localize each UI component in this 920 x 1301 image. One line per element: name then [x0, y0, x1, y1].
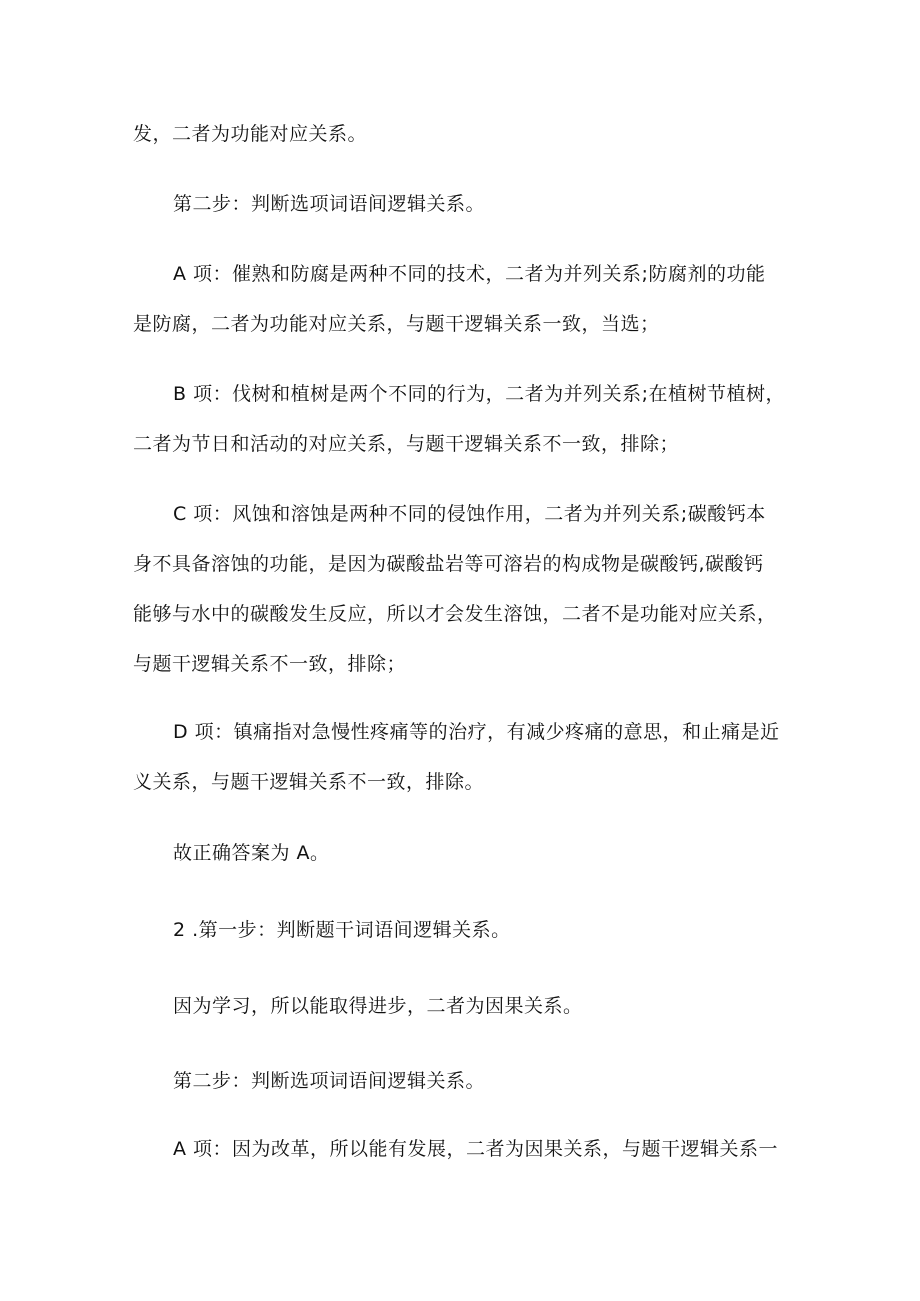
paragraph-line: 是防腐，二者为功能对应关系，与题干逻辑关系一致，当选；: [133, 313, 660, 335]
paragraph-line: D 项：镇痛指对急慢性疼痛等的治疗，有减少疼痛的意思，和止痛是近: [173, 721, 780, 743]
paragraph-line: 发，二者为功能对应关系。: [133, 123, 368, 145]
paragraph-line: 二者为节日和活动的对应关系，与题干逻辑关系不一致，排除；: [133, 433, 680, 455]
paragraph-line: 因为学习，所以能取得进步，二者为因果关系。: [173, 995, 583, 1017]
paragraph-line: 义关系，与题干逻辑关系不一致，排除。: [133, 771, 485, 793]
paragraph-line: 第二步：判断选项词语间逻辑关系。: [173, 1070, 486, 1092]
paragraph-line: 身不具备溶蚀的功能，是因为碳酸盐岩等可溶岩的构成物是碳酸钙,碳酸钙: [133, 553, 764, 575]
paragraph-line: 第二步：判断选项词语间逻辑关系。: [173, 193, 486, 215]
paragraph-line: A 项：因为改革，所以能有发展，二者为因果关系，与题干逻辑关系一: [173, 1138, 779, 1160]
paragraph-line: 与题干逻辑关系不一致，排除；: [133, 653, 407, 675]
paragraph-line: 故正确答案为 A。: [173, 842, 330, 864]
paragraph-line: 2 .第一步：判断题干词语间逻辑关系。: [173, 919, 511, 941]
paragraph-line: B 项：伐树和植树是两个不同的行为，二者为并列关系;在植树节植树，: [173, 383, 785, 405]
paragraph-line: A 项：催熟和防腐是两种不同的技术，二者为并列关系;防腐剂的功能: [173, 263, 766, 285]
paragraph-line: 能够与水中的碳酸发生反应，所以才会发生溶蚀，二者不是功能对应关系，: [133, 603, 777, 625]
paragraph-line: C 项：风蚀和溶蚀是两种不同的侵蚀作用，二者为并列关系;碳酸钙本: [173, 503, 766, 525]
